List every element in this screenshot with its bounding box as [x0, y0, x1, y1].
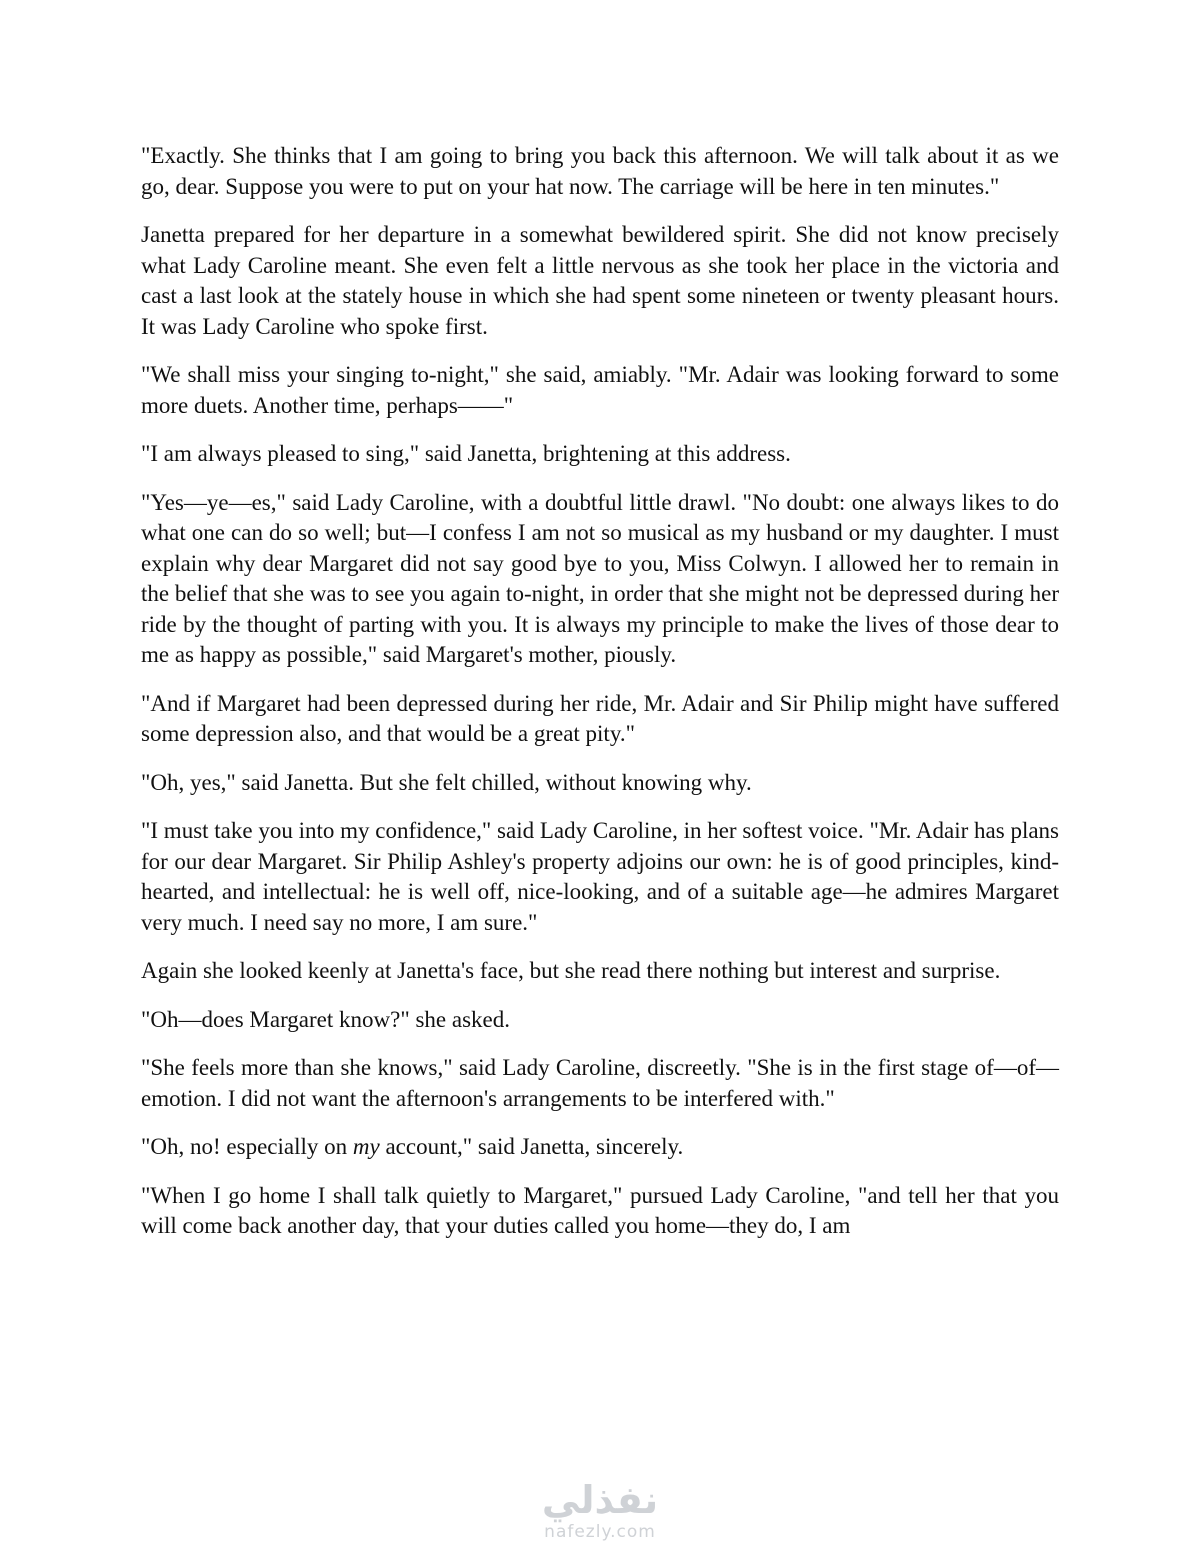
paragraph-12	[141, 1132, 1059, 1163]
page-body	[141, 141, 1059, 1242]
paragraph-1: "Exactly. She thinks that I am going to bring you back this afternoon. We will talk about it as we go, dear. Suppose you were to put on your hat now. The carriage will be here in ten minutes."	[141, 143, 1059, 199]
paragraph-9: Again she looked keenly at Janetta's face, but she read there nothing but interest and surprise.	[141, 958, 1001, 983]
paragraph-6: "And if Margaret had been depressed during her ride, Mr. Adair and Sir Philip might have suffered some depression also, and that would be a great pity."	[141, 690, 1059, 746]
paragraph-5: "Yes—ye—es," said Lady Caroline, with a doubtful little drawl. "No doubt: one always likes to do what one can do so well; but—I confess I am not so musical as my husband or my daughter. I must explain why dear Margaret did not say good bye to you, Miss Colwyn. I allowed her to remain in the belief that she was to see you again to-night, in order that she might not be depressed during her ride by the thought of parting with you. It is always my principle to make the lives of those dear to me as happy as possible," said Margaret's mother, piously.	[141, 489, 1059, 667]
paragraph-2: Janetta prepared for her departure in a somewhat bewildered spirit. She did not know precisely what Lady Caroline meant. She even felt a little nervous as she took her place in the victoria and cast a last look at the stately house in which she had spent some nineteen or twenty pleasant hours. It was Lady Caroline who spoke first.	[141, 222, 1059, 339]
watermark-latin: nafezly.com	[544, 1522, 656, 1542]
paragraph-13: "When I go home I shall talk quietly to Margaret," pursued Lady Caroline, "and tell her that you will come back another day, that your duties called you home—they do, I am	[141, 1182, 1059, 1238]
paragraph-11: "She feels more than she knows," said Lady Caroline, discreetly. "She is in the first stage of—of—emotion. I did not want the afternoon's arrangements to be interfered with."	[141, 1055, 1059, 1111]
paragraph-12-before: "Oh, no! especially on	[141, 1134, 353, 1159]
paragraph-10: "Oh—does Margaret know?" she asked.	[141, 1006, 511, 1032]
paragraph-7: "Oh, yes," said Janetta. But she felt chilled, without knowing why.	[141, 769, 752, 795]
watermark-arabic: نفذلي	[541, 1478, 659, 1522]
paragraph-3: "We shall miss your singing to-night," she said, amiably. "Mr. Adair was looking forward to some more duets. Another time, perhaps——"	[141, 362, 1059, 418]
watermark-logo	[500, 1478, 700, 1542]
paragraph-4: "I am always pleased to sing," said Janetta, brightening at this address.	[141, 441, 791, 466]
paragraph-8: "I must take you into my confidence," said Lady Caroline, in her softest voice. "Mr. Adair has plans for our dear Margaret. Sir Philip Ashley's property adjoins our own: he is of good principles, kind-hearted, and intellectual: he is well off, nice-looking, and of a suitable age—he admires Margaret very much. I need say no more, I am sure."	[141, 818, 1059, 935]
paragraph-12-emphasis: my	[352, 1134, 380, 1159]
paragraph-12-after: account," said Janetta, sincerely.	[379, 1134, 684, 1159]
